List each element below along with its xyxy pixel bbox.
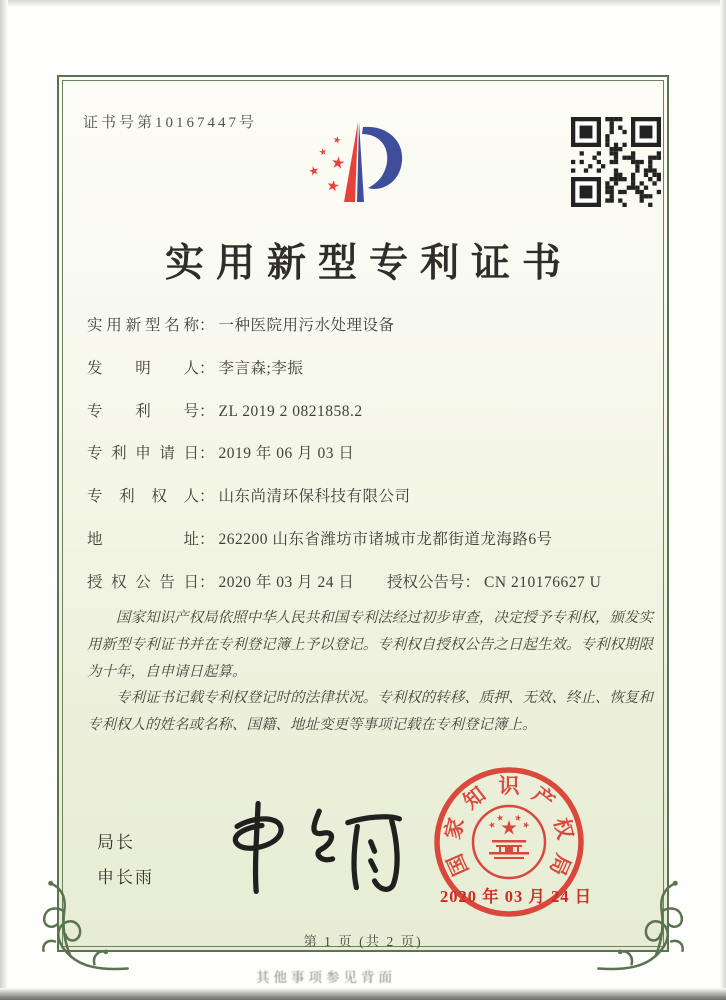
seal-date: 2020 年 03 月 24 日 — [440, 887, 593, 906]
field-value: 2020 年 03 月 24 日 — [218, 573, 355, 591]
field-utility-model-name: 实用新型名称： 一种医院用污水处理设备 — [87, 313, 653, 356]
field-value: 2019 年 06 月 03 日 — [218, 445, 355, 463]
cnipa-logo-icon — [281, 99, 461, 219]
qr-code — [571, 117, 661, 207]
field-label: 授权公告号 — [387, 573, 465, 591]
field-value: CN 210176627 U — [484, 573, 602, 591]
svg-text:知: 知 — [458, 781, 491, 814]
national-emblem-icon — [473, 806, 545, 878]
certificate-title: 实用新型专利证书 — [164, 242, 573, 285]
handwritten-signature — [197, 789, 407, 904]
field-label: 专利权人 — [87, 488, 199, 506]
svg-text:权: 权 — [549, 815, 578, 842]
field-grant-date: 授权公告日： 2020 年 03 月 24 日 授权公告号： CN 210176627 U — [87, 570, 653, 613]
field-patent-number: 专利号： ZL 2019 2 0821858.2 — [87, 399, 653, 442]
svg-text:产: 产 — [527, 781, 560, 814]
logo-red-wedge — [344, 122, 358, 202]
field-label: 地址 — [87, 530, 199, 548]
scan-edge-left — [0, 0, 8, 1000]
field-inventors: 发明人： 李言森;李振 — [87, 356, 653, 399]
field-label: 专利申请日 — [87, 445, 199, 463]
certificate-frame — [57, 75, 669, 952]
svg-text:国: 国 — [442, 850, 474, 880]
legal-text — [87, 605, 653, 739]
logo-p-bowl — [362, 127, 402, 189]
field-label: 专利号 — [87, 402, 199, 420]
field-value: 山东尚清环保科技有限公司 — [218, 488, 411, 506]
logo-star — [328, 180, 339, 191]
logo-star — [334, 136, 341, 143]
commissioner-title: 局长 — [97, 833, 135, 852]
field-address: 地址： 262200 山东省潍坊市诸城市龙都街道龙海路6号 — [87, 527, 653, 570]
back-side-note: 其他事项参见背面 — [256, 970, 396, 985]
svg-text:识: 识 — [498, 774, 520, 798]
field-value: 262200 山东省潍坊市诸城市龙都街道龙海路6号 — [218, 530, 553, 548]
svg-text:局: 局 — [544, 850, 576, 880]
field-value: 李言森;李振 — [218, 359, 304, 377]
scan-edge-bottom — [0, 988, 726, 1000]
field-label: 授权公告日 — [87, 573, 199, 591]
field-label: 实用新型名称 — [87, 317, 199, 334]
scan-edge-top — [0, 0, 726, 7]
field-label: 发明人 — [87, 359, 199, 377]
field-patentee: 专利权人： 山东尚清环保科技有限公司 — [87, 484, 653, 527]
logo-star — [309, 166, 318, 175]
certificate-number: 证书号第10167447号 — [83, 115, 258, 131]
legal-paragraph-1: 国家知识产权局依照中华人民共和国专利法经过初步审查，决定授予专利权，颁发实用新型专利证书并在专利登记簿上予以登记。专利权自授权公告之日起生效。专利权期限为十年，自申请日起算。 — [87, 610, 653, 680]
field-filing-date: 专利申请日： 2019 年 06 月 03 日 — [87, 441, 653, 484]
field-value: ZL 2019 2 0821858.2 — [218, 402, 363, 420]
page-number: 第 1 页 (共 2 页) — [303, 934, 423, 949]
field-value: 一种医院用污水处理设备 — [218, 317, 395, 334]
commissioner-name: 申长雨 — [97, 868, 154, 887]
logo-star — [319, 148, 326, 155]
field-grant-number: 授权公告号： CN 210176627 U — [387, 573, 602, 591]
logo-star — [332, 157, 344, 169]
scan-edge-right — [720, 0, 726, 1000]
field-list — [87, 313, 653, 613]
svg-text:家: 家 — [440, 815, 469, 842]
legal-paragraph-2: 专利证书记载专利权登记时的法律状况。专利权的转移、质押、无效、终止、恢复和专利权人的姓名或名称、国籍、地址变更等事项记载在专利登记簿上。 — [87, 690, 653, 734]
